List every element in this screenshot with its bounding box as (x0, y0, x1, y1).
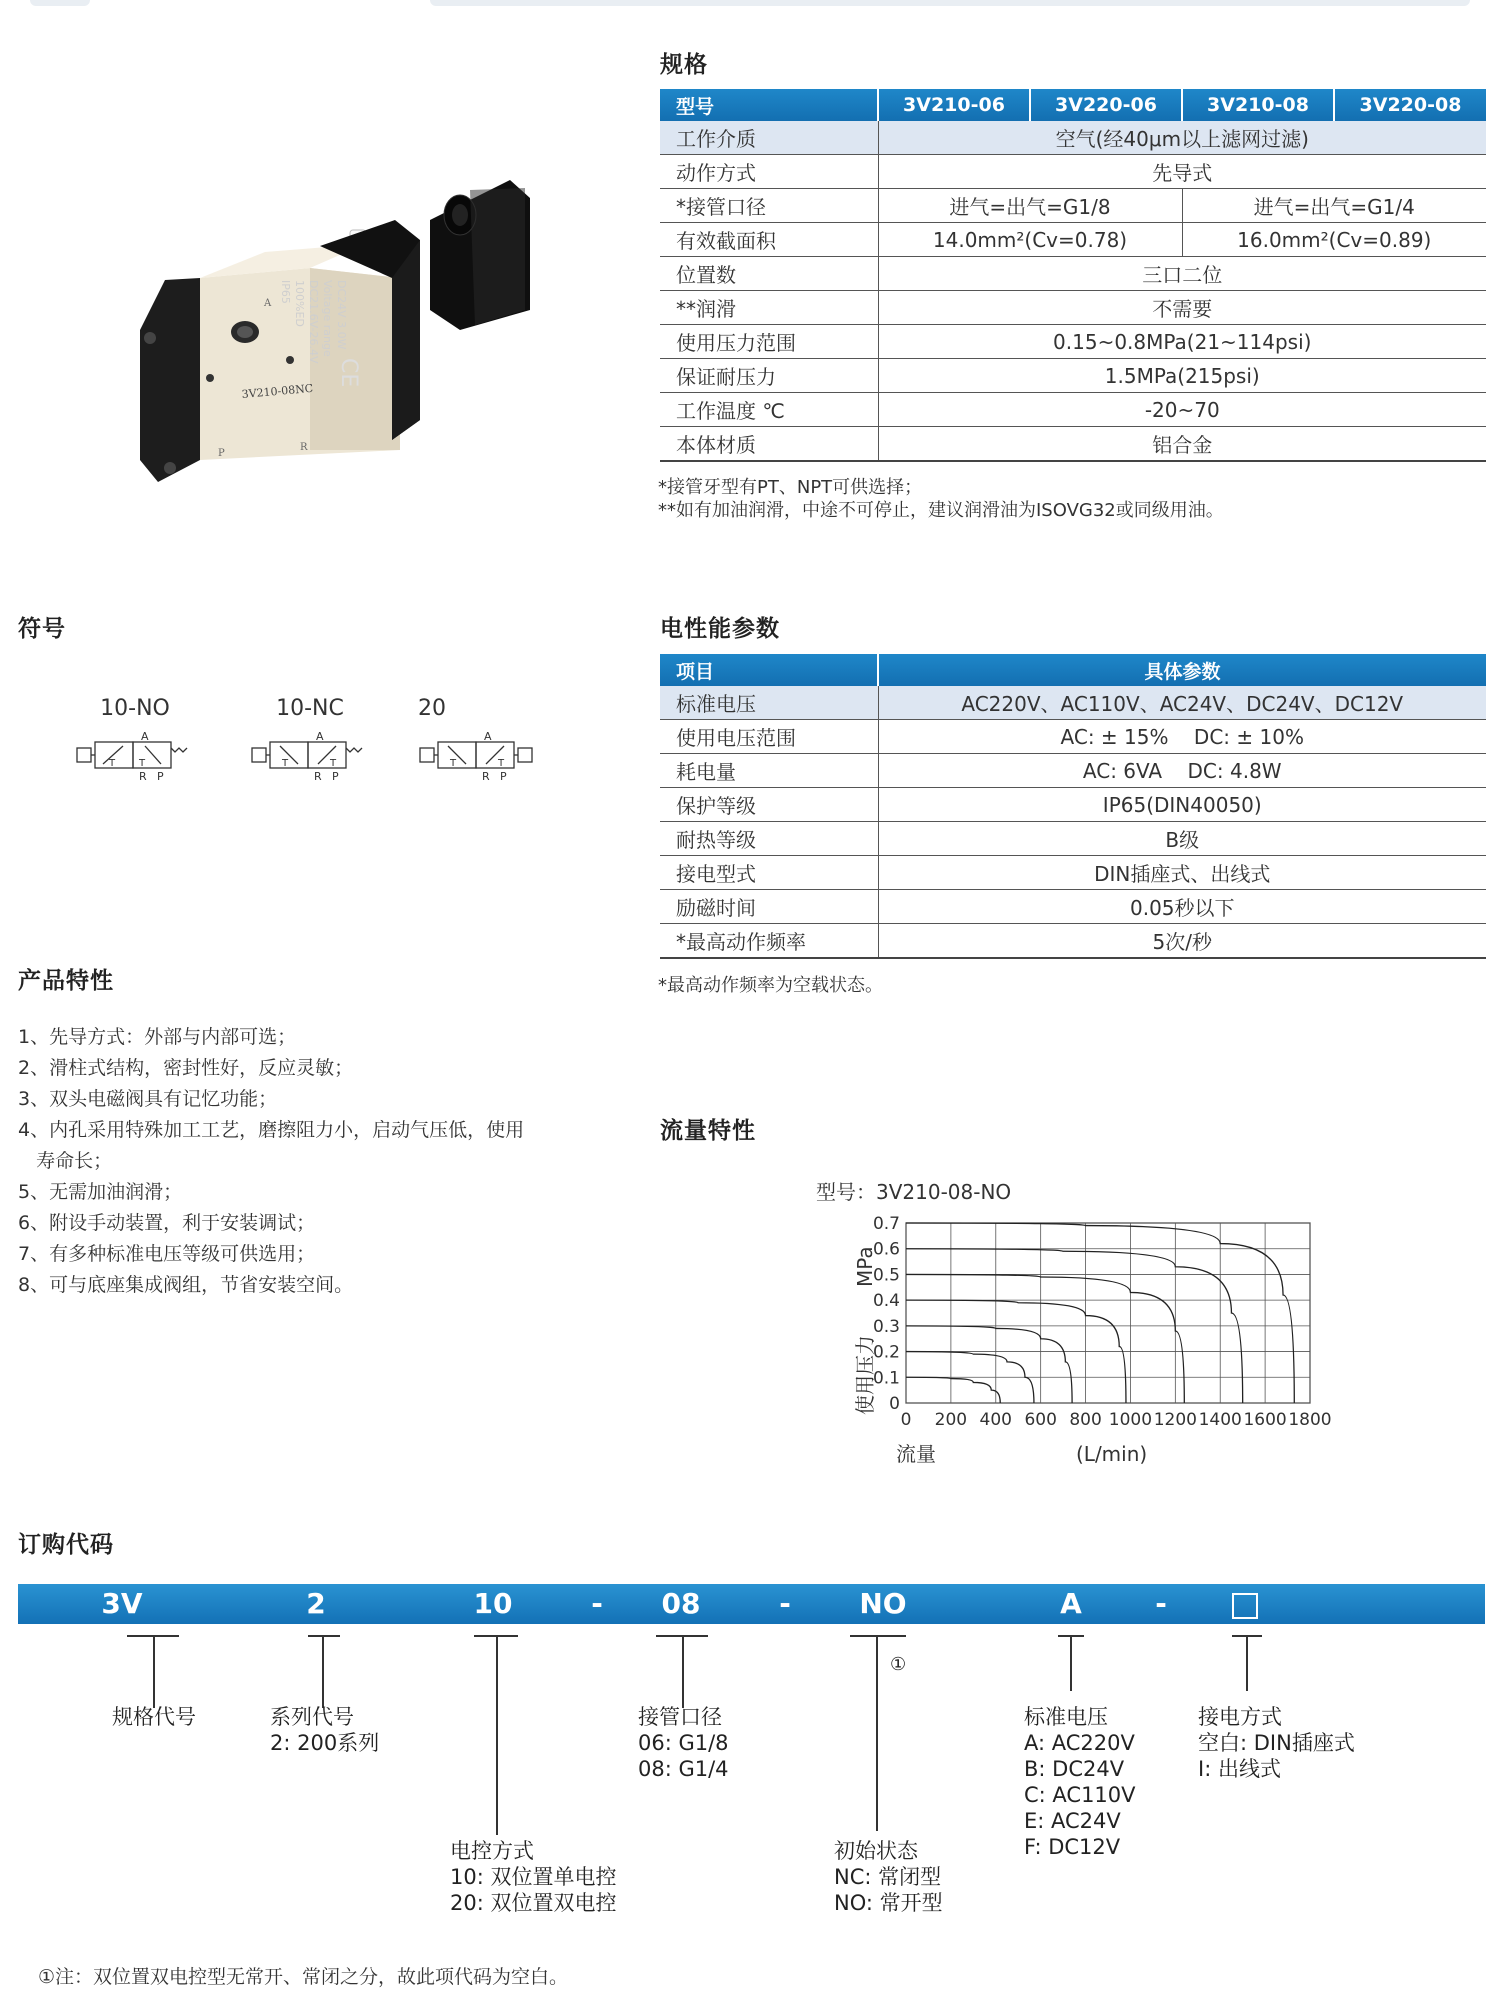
order-title: 订购代码 (18, 1532, 114, 1558)
row-value: 1.5MPa(215psi) (878, 359, 1486, 393)
code-segment: 08 (661, 1587, 701, 1620)
chart-x-label: 流量 (896, 1442, 936, 1466)
leader-line (1070, 1635, 1072, 1691)
y-tick-label: 0.1 (872, 1368, 900, 1389)
order-footnote: ①注：双位置双电控型无常开、常闭之分，故此项代码为空白。 (38, 1966, 569, 1988)
code-separator: - (779, 1587, 791, 1620)
ce-mark: CE (336, 358, 361, 388)
row-value: 5次/秒 (878, 924, 1486, 959)
decor-segment (430, 0, 1470, 6)
table-row (660, 189, 1486, 223)
spec-title: 规格 (660, 52, 708, 78)
row-value: 16.0mm²(Cv=0.89) (1182, 223, 1486, 257)
decor-segment (30, 0, 90, 6)
row-label: *最高动作频率 (660, 924, 878, 959)
symbols-title: 符号 (18, 616, 66, 642)
code-segment: NO (859, 1587, 907, 1620)
order-desc-control: 电控方式 10: 双位置单电控 20: 双位置双电控 (450, 1839, 617, 1915)
y-tick-label: 0.6 (872, 1239, 900, 1260)
flow-chart (836, 1215, 1356, 1475)
list-item: 1、先导方式：外部与内部可选； (18, 1026, 297, 1048)
port-a-label: A (141, 730, 149, 743)
spec-note: **如有加油润滑，中途不可停止，建议润滑油为ISOVG32或同级用油。 (658, 500, 1224, 521)
row-value: 14.0mm²(Cv=0.78) (878, 223, 1182, 257)
svg-text:Voltage range: Voltage range (321, 280, 334, 357)
row-value: 空气(经40μm以上滤网过滤) (878, 121, 1486, 155)
port-a-label: A (264, 298, 272, 309)
row-label: 位置数 (660, 257, 878, 291)
valve-model-label: 3V210-08NC (241, 381, 314, 401)
row-label: 动作方式 (660, 155, 878, 189)
port-a-label: A (316, 730, 324, 743)
row-label: 保证耐压力 (660, 359, 878, 393)
row-value: 铝合金 (878, 427, 1486, 462)
row-value: DIN插座式、出线式 (878, 856, 1486, 890)
port-t-label: T (109, 758, 116, 769)
port-t-label: T (330, 758, 337, 769)
row-label: 耐热等级 (660, 822, 878, 856)
leader-line (322, 1635, 324, 1708)
x-tick-label: 400 (979, 1410, 1013, 1430)
y-tick-label: 0.4 (872, 1291, 900, 1312)
table-row (660, 720, 1486, 754)
code-segment: 3V (101, 1587, 143, 1620)
spec-note: *接管牙型有PT、NPT可供选择； (658, 477, 923, 498)
table-row (660, 223, 1486, 257)
row-label: 接电型式 (660, 856, 878, 890)
leader-line (1246, 1635, 1248, 1691)
port-r-label: R (482, 770, 490, 783)
blank-code-box (1232, 1593, 1258, 1619)
series-line-0.3 (906, 1326, 1072, 1403)
symbol-name: 10-NO (100, 696, 170, 721)
order-desc-spec: 规格代号 (112, 1705, 196, 1729)
chart-series-group (906, 1223, 1294, 1403)
order-desc-voltage: 标准电压 A: AC220V B: DC24V C: AC110V E: AC24V F: DC12V (1024, 1705, 1136, 1859)
row-value: 0.15~0.8MPa(21~114psi) (878, 325, 1486, 359)
x-tick-label: 600 (1024, 1410, 1057, 1430)
x-tick-label: 1400 (1198, 1410, 1242, 1430)
row-value: -20~70 (878, 393, 1486, 427)
list-item: 6、附设手动装置，利于安装调试； (18, 1212, 316, 1234)
port-r-label: R (300, 442, 308, 453)
chart-grid (906, 1223, 1310, 1403)
table-row (660, 924, 1486, 959)
spec-header-cell: 型号 (660, 89, 878, 121)
leader-line (308, 1635, 340, 1637)
y-tick-label: 0.3 (872, 1316, 900, 1337)
row-value: 先导式 (878, 155, 1486, 189)
row-label: 励磁时间 (660, 890, 878, 924)
table-row (660, 393, 1486, 427)
table-row (660, 155, 1486, 189)
order-code-band (18, 1584, 1485, 1624)
x-tick-label: 1600 (1243, 1410, 1287, 1430)
list-item: 3、双头电磁阀具有记忆功能； (18, 1088, 278, 1110)
chart-y-label: 使用压力 (853, 1335, 877, 1415)
table-row (660, 257, 1486, 291)
table-row (660, 359, 1486, 393)
row-label: 工作介质 (660, 121, 878, 155)
table-row (660, 822, 1486, 856)
port-t-label: T (139, 758, 146, 769)
port-r-label: R (314, 770, 322, 783)
row-label: *接管口径 (660, 189, 878, 223)
row-label: 标准电压 (660, 686, 878, 720)
row-label: 本体材质 (660, 427, 878, 462)
svg-text:100%ED: 100%ED (293, 280, 306, 327)
row-label: 使用压力范围 (660, 325, 878, 359)
row-value: 三口二位 (878, 257, 1486, 291)
spec-header-row (660, 89, 1486, 121)
table-row (660, 856, 1486, 890)
table-row (660, 754, 1486, 788)
leader-line (850, 1635, 906, 1637)
svg-text:DC21.6V-26.4V: DC21.6V-26.4V (307, 280, 320, 364)
top-decor-bar (0, 0, 1500, 10)
list-item: 8、可与底座集成阀组，节省安装空间。 (18, 1274, 354, 1296)
spec-header-cell: 3V220-08 (1334, 89, 1486, 121)
code-segment: A (1060, 1587, 1082, 1620)
code-separator: - (591, 1587, 603, 1620)
row-label: 耗电量 (660, 754, 878, 788)
electrical-table (660, 654, 1486, 959)
symbol-name: 20 (418, 696, 446, 721)
order-desc-state: 初始状态 NC: 常闭型 NO: 常开型 (834, 1839, 943, 1915)
symbol-name: 10-NC (276, 696, 344, 721)
electrical-header-cell: 项目 (660, 654, 878, 686)
row-value: 0.05秒以下 (878, 890, 1486, 924)
port-r-label: R (139, 770, 147, 783)
product-illustration (130, 160, 550, 490)
row-value: AC220V、AC110V、AC24V、DC24V、DC12V (878, 686, 1486, 720)
port-t-label: T (450, 758, 457, 769)
port-p-label: P (500, 770, 507, 783)
valve-symbol-diagram (250, 726, 380, 786)
leader-line (496, 1635, 498, 1835)
table-row (660, 686, 1486, 720)
series-line-0.7 (906, 1223, 1294, 1403)
chart-y-unit: MPa (853, 1246, 877, 1287)
valve-end-cap (140, 278, 200, 482)
circle-mark: ① (890, 1654, 907, 1675)
row-value: IP65(DIN40050) (878, 788, 1486, 822)
row-value: B级 (878, 822, 1486, 856)
spec-header-cell: 3V220-06 (1030, 89, 1182, 121)
table-row (660, 788, 1486, 822)
y-tick-label: 0.5 (872, 1265, 900, 1286)
port-t-label: T (282, 758, 289, 769)
row-label: 有效截面积 (660, 223, 878, 257)
order-desc-connection: 接电方式 空白: DIN插座式 I: 出线式 (1198, 1705, 1355, 1781)
x-tick-label: 200 (934, 1410, 968, 1430)
chart-x-unit: (L/min) (1076, 1442, 1148, 1466)
svg-text:DC24V 3.0W: DC24V 3.0W (335, 280, 348, 350)
order-desc-port: 接管口径 06: G1/8 08: G1/4 (638, 1705, 729, 1781)
electrical-title: 电性能参数 (660, 616, 780, 642)
y-tick-label: 0.7 (872, 1215, 900, 1234)
series-line-0.1 (906, 1377, 1000, 1403)
x-tick-label: 800 (1069, 1410, 1102, 1430)
port-t-label: T (498, 758, 505, 769)
svg-text:IP65: IP65 (279, 280, 292, 304)
table-row (660, 890, 1486, 924)
leader-line (876, 1635, 878, 1831)
row-value: 进气=出气=G1/4 (1182, 189, 1486, 223)
list-item: 2、滑柱式结构，密封性好，反应灵敏； (18, 1057, 354, 1079)
chart-x-ticks (901, 1410, 1332, 1430)
flow-title: 流量特性 (660, 1118, 756, 1144)
chart-frame (906, 1223, 1310, 1403)
row-label: 使用电压范围 (660, 720, 878, 754)
table-row (660, 291, 1486, 325)
port-p-label: P (157, 770, 164, 783)
electrical-header-cell: 具体参数 (878, 654, 1486, 686)
chart-y-ticks (873, 1215, 900, 1414)
spec-header-cell: 3V210-06 (878, 89, 1030, 121)
table-row (660, 121, 1486, 155)
list-item: 4、内孔采用特殊加工工艺，磨擦阻力小，启动气压低，使用 (18, 1119, 525, 1141)
row-label: 保护等级 (660, 788, 878, 822)
valve-symbol-diagram (75, 726, 205, 786)
row-value: 不需要 (878, 291, 1486, 325)
row-label: 工作温度 ℃ (660, 393, 878, 427)
port-p-label: P (332, 770, 339, 783)
spec-table (660, 89, 1486, 462)
y-tick-label: 0 (889, 1394, 900, 1414)
electrical-note: *最高动作频率为空载状态。 (658, 975, 883, 996)
leader-line (682, 1635, 684, 1708)
code-segment: 2 (306, 1587, 326, 1620)
port-p-label: P (218, 448, 225, 459)
x-tick-label: 1000 (1108, 1410, 1153, 1430)
spec-header-cell: 3V210-08 (1182, 89, 1334, 121)
row-value: AC: ± 15% DC: ± 10% (878, 720, 1486, 754)
row-value: AC: 6VA DC: 4.8W (878, 754, 1486, 788)
valve-symbol-diagram (418, 726, 558, 786)
order-desc-series: 系列代号 2: 200系列 (270, 1705, 380, 1755)
list-item: 寿命长； (18, 1150, 113, 1172)
list-item: 7、有多种标准电压等级可供选用； (18, 1243, 316, 1265)
row-value: 进气=出气=G1/8 (878, 189, 1182, 223)
x-tick-label: 0 (900, 1410, 912, 1430)
list-item: 5、无需加油润滑； (18, 1181, 183, 1203)
row-label: **润滑 (660, 291, 878, 325)
x-tick-label: 1800 (1288, 1410, 1332, 1430)
code-separator: - (1155, 1587, 1167, 1620)
leader-line (153, 1635, 155, 1708)
x-tick-label: 1200 (1153, 1410, 1197, 1430)
table-row (660, 325, 1486, 359)
features-list (18, 1022, 524, 1301)
chart-model-label: 型号：3V210-08-NO (816, 1180, 1012, 1204)
code-segment: 10 (473, 1587, 513, 1620)
y-tick-label: 0.2 (872, 1342, 900, 1363)
features-title: 产品特性 (18, 968, 114, 994)
port-a-label: A (484, 730, 492, 743)
table-row (660, 427, 1486, 462)
electrical-header-row (660, 654, 1486, 686)
